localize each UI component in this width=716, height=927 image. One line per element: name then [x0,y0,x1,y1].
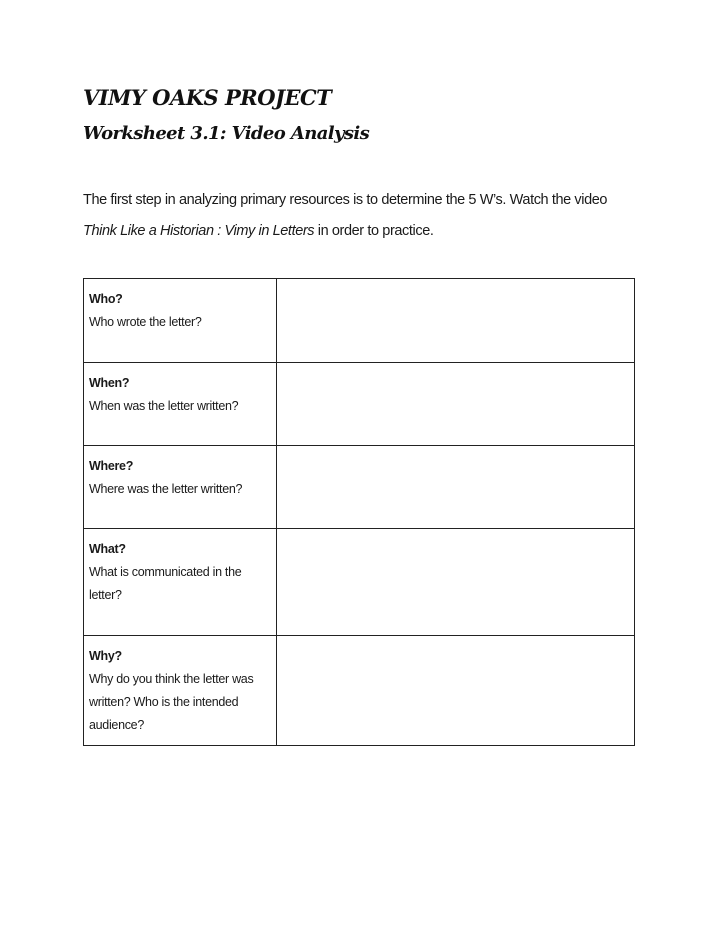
question-cell-who [84,279,277,363]
question-label: Why? [89,649,122,663]
intro-text-before: The first step in analyzing primary resources is to determine the 5 W’s. Watch the video [83,192,608,208]
question-label: What? [89,542,126,556]
video-title: Think Like a Historian : Vimy in Letters [83,223,315,239]
question-cell-why [84,636,277,746]
worksheet-subtitle: Worksheet 3.1: Video Analysis [83,123,370,144]
question-text: Where was the letter written? [89,482,243,496]
answer-cell-when[interactable] [277,363,635,446]
answer-cell-why[interactable] [277,636,635,746]
question-cell-when [84,363,277,446]
table-row-why [84,636,635,746]
answer-cell-what[interactable] [277,529,635,636]
intro-text-after: in order to practice. [314,223,434,239]
question-label: Where? [89,459,134,473]
question-text: What is communicated in the letter? [89,565,242,602]
page-title: VIMY OAKS PROJECT [83,85,332,110]
table-row-when [84,363,635,446]
question-label: When? [89,376,130,390]
table-row-where [84,446,635,529]
question-label: Who? [89,292,123,306]
question-cell-what [84,529,277,636]
question-text: When was the letter written? [89,399,239,413]
table-row-what [84,529,635,636]
intro-paragraph [83,185,643,247]
question-cell-where [84,446,277,529]
five-ws-table [83,278,635,746]
question-text: Why do you think the letter was written? Who is the intended audience? [89,672,254,732]
table-row-who [84,279,635,363]
question-text: Who wrote the letter? [89,315,202,329]
answer-cell-where[interactable] [277,446,635,529]
answer-cell-who[interactable] [277,279,635,363]
